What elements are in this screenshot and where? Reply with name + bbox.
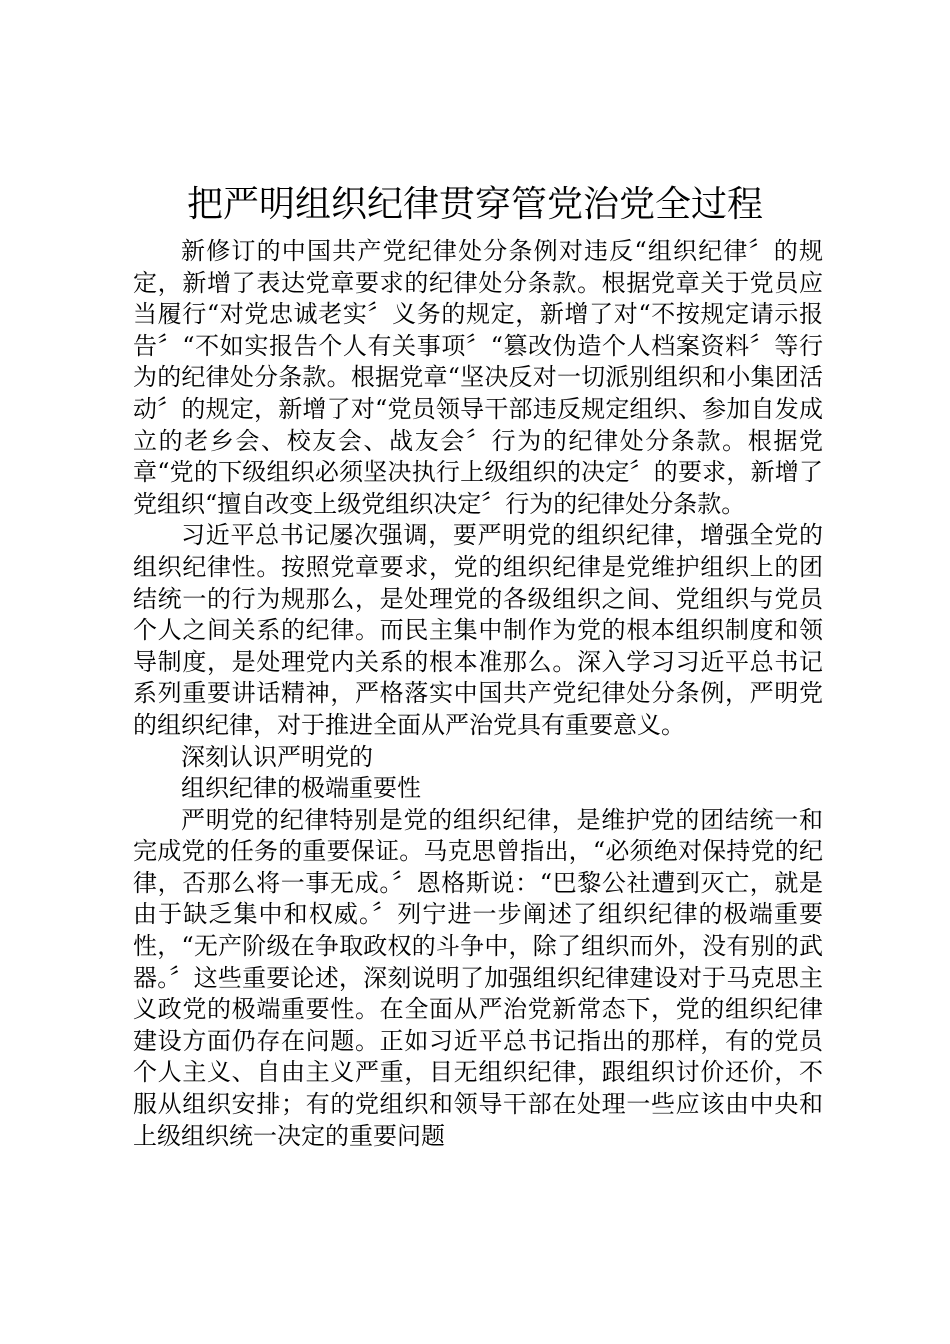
section-heading-line-1: 深刻认识严明党的: [181, 742, 373, 771]
paragraph-3: 严明党的纪律特别是党的组织纪律，是维护党的团结统一和完成党的任务的重要保证。马克思曾指出，“必须绝对保持党的纪律，否那么将一事无成。〞恩格斯说：“巴黎公社遭到灭亡，就是由于缺乏集中和权威。〞列宁进一步阐述了组织纪律的极端重要性，“无产阶级在争取政权的斗争中，除了组织而外，没有别的武器。〞这些重要论述，深刻说明了加强组织纪律建设对于马克思主义政党的极端重要性。在全面从严治党新常态下，党的组织纪律建设方面仍存在问题。正如习近平总书记指出的那样，有的党员个人主义、自由主义严重，目无组织纪律，跟组织讨价还价，不服从组织安排；有的党组织和领导干部在处理一些应该由中央和上级组织统一决定的重要问题: [133, 805, 823, 1150]
paragraph-2: 习近平总书记屡次强调，要严明党的组织纪律，增强全党的组织纪律性。按照党章要求，党的组织纪律是党维护组织上的团结统一的行为规那么，是处理党的各级组织之间、党组织与党员个人之间关系的纪律。而民主集中制作为党的根本组织制度和领导制度，是处理党内关系的根本准那么。深入学习习近平总书记系列重要讲话精神，严格落实中国共产党纪律处分条例，严明党的组织纪律，对于推进全面从严治党具有重要意义。: [133, 521, 823, 739]
document-title: 把严明组织纪律贯穿管党治党全过程: [186, 184, 763, 225]
paragraph-1: 新修订的中国共产党纪律处分条例对违反“组织纪律〞的规定，新增了表达党章要求的纪律处分条款。根据党章关于党员应当履行“对党忠诚老实〞义务的规定，新增了对“不按规定请示报告〞“不如实报告个人有关事项〞“篡改伪造个人档案资料〞等行为的纪律处分条款。根据党章“坚决反对一切派别组织和小集团活动〞的规定，新增了对“党员领导干部违反规定组织、参加自发成立的老乡会、校友会、战友会〞行为的纪律处分条款。根据党章“党的下级组织必须坚决执行上级组织的决定〞的要求，新增了党组织“擅自改变上级党组织决定〞行为的纪律处分条款。: [133, 237, 823, 518]
section-heading-line-2: 组织纪律的极端重要性: [181, 774, 421, 803]
document-body: [133, 236, 823, 1152]
